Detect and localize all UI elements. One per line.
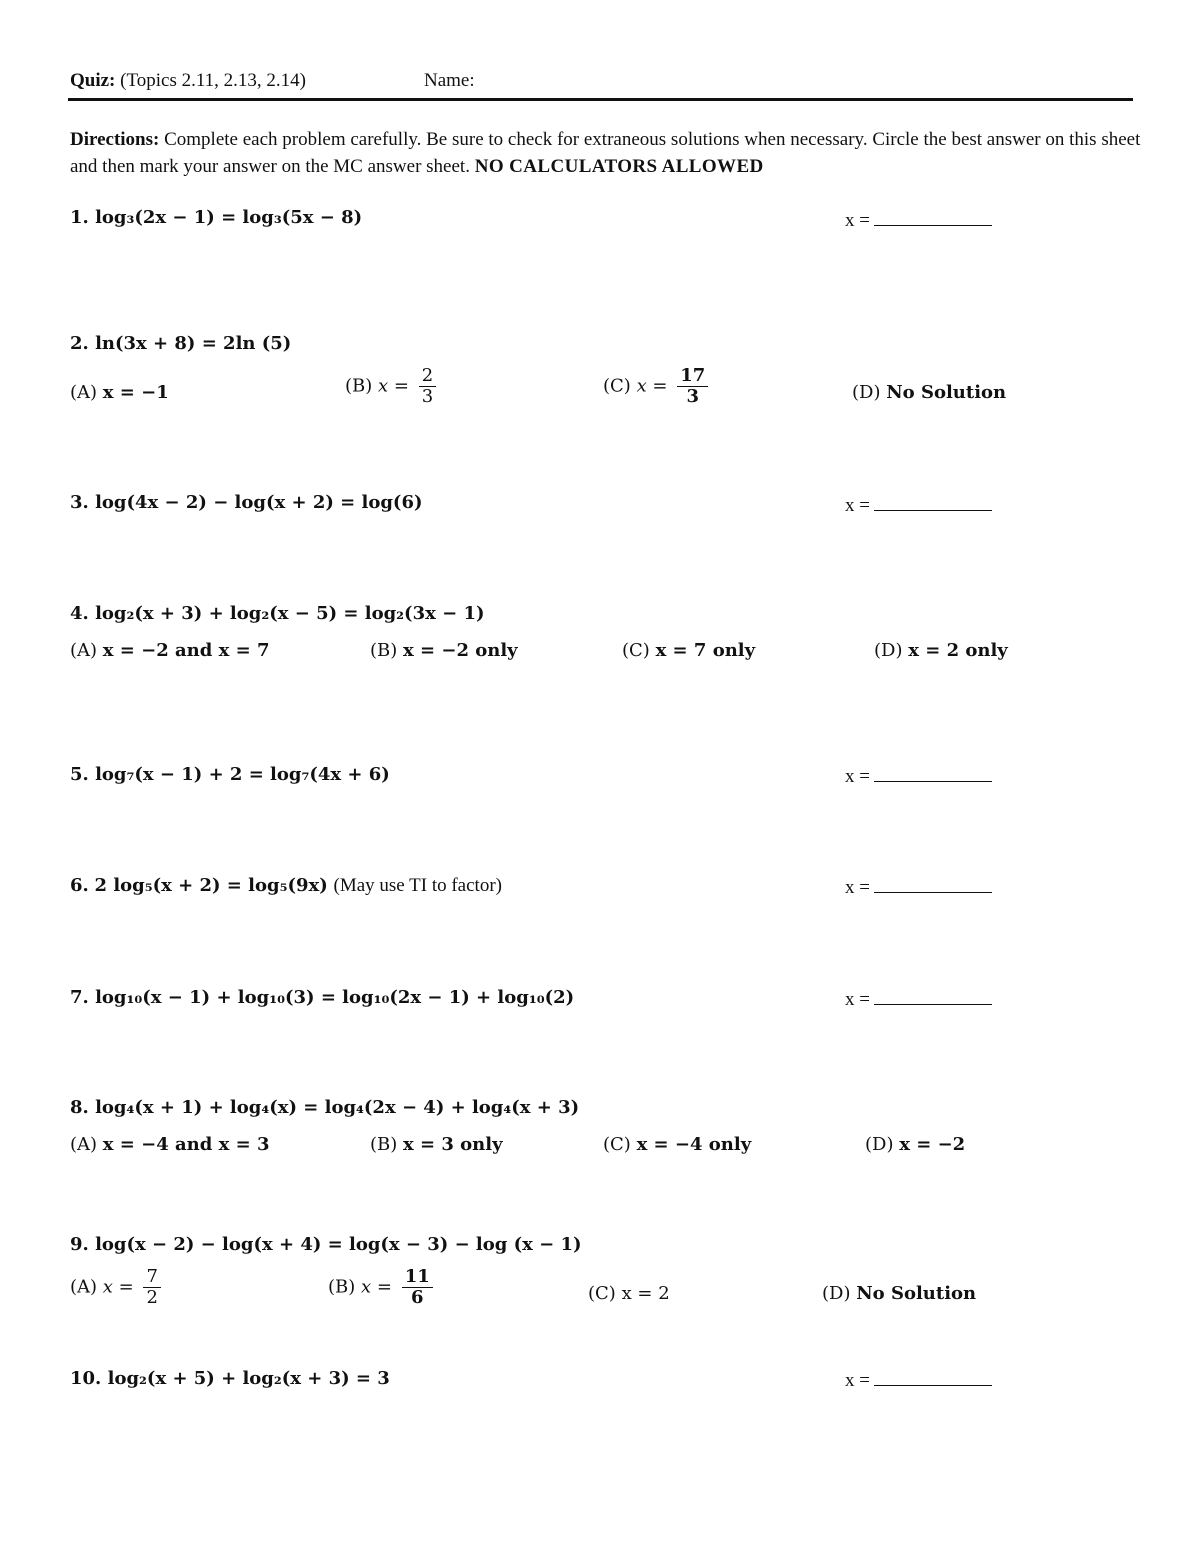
problem-equation: 2 log₅(x + 2) = log₅(9x)	[94, 875, 328, 896]
fraction-denominator: 3	[421, 386, 434, 407]
answer-blank-1[interactable]	[845, 209, 992, 232]
choice-8a[interactable]	[70, 1134, 269, 1155]
choice-4d[interactable]	[874, 640, 1008, 661]
problem-number: 10.	[70, 1368, 102, 1389]
fraction-numerator: 7	[143, 1267, 160, 1288]
fraction	[143, 1267, 160, 1308]
quiz-label: Quiz:	[70, 70, 116, 91]
problem-equation: log₃(2x − 1) = log₃(5x − 8)	[95, 207, 363, 228]
problem-number: 5.	[70, 764, 89, 785]
choice-value: x = −4 and x = 3	[102, 1134, 270, 1155]
fraction-denominator: 2	[146, 1287, 158, 1308]
answer-line[interactable]	[874, 988, 992, 1005]
choice-prefix: x =	[102, 1276, 134, 1298]
answer-label: x =	[845, 495, 870, 516]
problem-equation: log₄(x + 1) + log₄(x) = log₄(2x − 4) + log₄(x + 3)	[95, 1097, 580, 1118]
choice-value: No Solution	[886, 382, 1007, 403]
choice-label: (B)	[328, 1276, 356, 1298]
answer-label: x =	[845, 210, 870, 231]
answer-line[interactable]	[874, 1369, 992, 1386]
choice-9c[interactable]	[588, 1283, 670, 1304]
fraction-numerator: 11	[402, 1267, 433, 1288]
problem-6	[70, 875, 502, 897]
quiz-header	[70, 70, 306, 92]
choice-9a[interactable]	[70, 1267, 161, 1308]
answer-label: x =	[845, 877, 870, 898]
problem-equation: log(x − 2) − log(x + 4) = log(x − 3) − log (x − 1)	[95, 1234, 582, 1255]
fraction	[677, 366, 708, 407]
problem-10	[70, 1368, 390, 1389]
problem-equation: log₂(x + 3) + log₂(x − 5) = log₂(3x − 1)	[95, 603, 485, 624]
problem-equation: ln(3x + 8) = 2ln (5)	[95, 333, 292, 354]
choice-label: (C)	[603, 375, 631, 397]
problem-number: 9.	[70, 1234, 89, 1255]
choice-value: No Solution	[856, 1283, 977, 1304]
answer-blank-5[interactable]	[845, 765, 992, 788]
fraction-numerator: 17	[677, 366, 708, 387]
answer-blank-3[interactable]	[845, 494, 992, 517]
choice-2d[interactable]	[852, 382, 1006, 403]
problem-7	[70, 987, 574, 1008]
choice-9b[interactable]	[328, 1267, 433, 1308]
choice-8b[interactable]	[370, 1134, 503, 1155]
problem-3	[70, 492, 423, 513]
choice-value: x = −4 only	[636, 1134, 752, 1155]
problem-equation: log(4x − 2) − log(x + 2) = log(6)	[95, 492, 423, 513]
choice-8c[interactable]	[603, 1134, 751, 1155]
choice-8d[interactable]	[865, 1134, 965, 1155]
choice-label: (A)	[70, 1134, 98, 1155]
fraction	[419, 366, 436, 407]
choice-value: x = −2 and x = 7	[102, 640, 270, 661]
fraction-numerator: 2	[419, 366, 436, 387]
problem-8	[70, 1097, 579, 1118]
choice-value: x = 2 only	[908, 640, 1008, 661]
problem-equation: log₇(x − 1) + 2 = log₇(4x + 6)	[95, 764, 390, 785]
choice-4a[interactable]	[70, 640, 269, 661]
choice-label: (A)	[70, 1276, 98, 1298]
choice-label: (A)	[70, 382, 98, 403]
choice-value: x = −2	[899, 1134, 966, 1155]
choice-prefix: x =	[378, 375, 409, 397]
problem-number: 7.	[70, 987, 89, 1008]
directions	[70, 126, 1150, 180]
problem-number: 3.	[70, 492, 89, 513]
choice-2a[interactable]	[70, 382, 169, 403]
problem-equation: log₂(x + 5) + log₂(x + 3) = 3	[107, 1368, 390, 1389]
fraction-denominator: 3	[686, 386, 700, 407]
header-divider	[68, 98, 1133, 101]
fraction	[402, 1267, 433, 1308]
choice-label: (D)	[865, 1134, 894, 1155]
problem-equation: log₁₀(x − 1) + log₁₀(3) = log₁₀(2x − 1) + log₁₀(2)	[95, 987, 575, 1008]
fraction-denominator: 6	[410, 1287, 424, 1308]
choice-2b[interactable]	[345, 366, 436, 407]
choice-value: x = 3 only	[403, 1134, 503, 1155]
choice-4c[interactable]	[622, 640, 755, 661]
choice-label: (B)	[370, 1134, 398, 1155]
directions-text: Complete each problem carefully. Be sure to check for extraneous solutions when necessary. Circle the best answer on this sheet and then mark your answer on the MC answer sheet.	[70, 129, 1141, 177]
answer-label: x =	[845, 1370, 870, 1391]
answer-label: x =	[845, 989, 870, 1010]
choice-prefix: x =	[361, 1276, 392, 1298]
choice-label: (B)	[370, 640, 398, 661]
answer-label: x =	[845, 766, 870, 787]
choice-prefix: x =	[636, 375, 668, 397]
problem-number: 8.	[70, 1097, 89, 1118]
choice-2c[interactable]	[603, 366, 708, 407]
problem-5	[70, 764, 390, 785]
quiz-topics: (Topics 2.11, 2.13, 2.14)	[120, 70, 306, 91]
choice-value: x = −2 only	[403, 640, 518, 661]
directions-label: Directions:	[70, 129, 160, 150]
directions-no-calculators: NO CALCULATORS ALLOWED	[474, 156, 764, 177]
problem-number: 6.	[70, 875, 89, 896]
problem-note: (May use TI to factor)	[333, 875, 502, 896]
choice-4b[interactable]	[370, 640, 518, 661]
problem-9	[70, 1234, 582, 1255]
name-label: Name:	[424, 70, 475, 91]
choice-value: x = 2	[621, 1283, 670, 1304]
answer-line[interactable]	[874, 765, 992, 782]
choice-value: x = 7 only	[655, 640, 756, 661]
choice-value: x = −1	[102, 382, 169, 403]
choice-label: (A)	[70, 640, 98, 661]
problem-4	[70, 603, 485, 624]
answer-line[interactable]	[874, 209, 992, 226]
problem-number: 2.	[70, 333, 89, 354]
answer-line[interactable]	[874, 494, 992, 511]
problem-1	[70, 207, 362, 228]
problem-number: 1.	[70, 207, 89, 228]
choice-label: (C)	[588, 1283, 616, 1304]
choice-label: (D)	[822, 1283, 851, 1304]
problem-number: 4.	[70, 603, 89, 624]
choice-9d[interactable]	[822, 1283, 976, 1304]
answer-blank-6[interactable]	[845, 876, 992, 899]
problem-2	[70, 333, 291, 354]
choice-label: (C)	[622, 640, 650, 661]
answer-blank-10[interactable]	[845, 1369, 992, 1392]
answer-blank-7[interactable]	[845, 988, 992, 1011]
answer-line[interactable]	[874, 876, 992, 893]
choice-label: (D)	[874, 640, 903, 661]
choice-label: (B)	[345, 375, 373, 397]
choice-label: (C)	[603, 1134, 631, 1155]
choice-label: (D)	[852, 382, 881, 403]
